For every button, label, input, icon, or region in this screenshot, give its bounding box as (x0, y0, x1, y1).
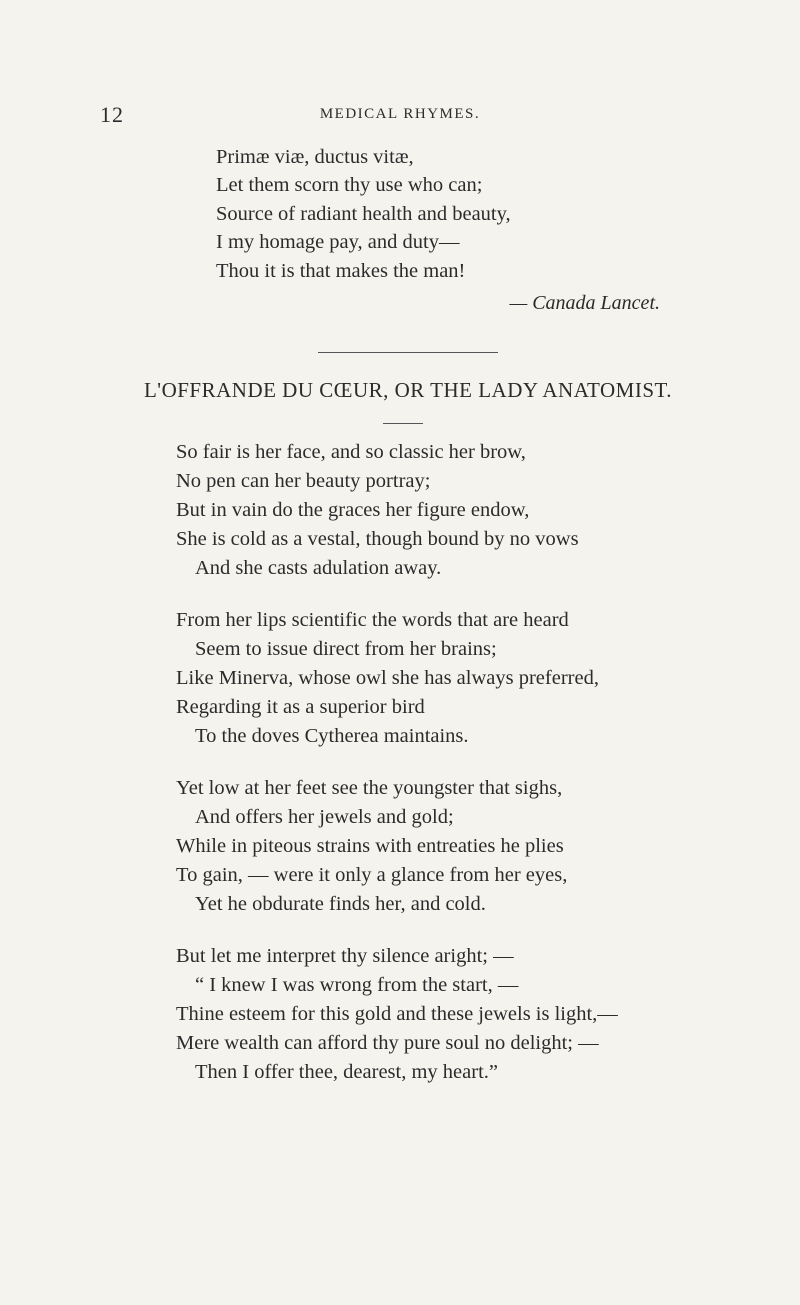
poem-2-title: L'OFFRANDE DU CŒUR, OR THE LADY ANATOMIST. (143, 378, 673, 402)
stanza-line: Yet he obdurate finds her, and cold. (195, 893, 486, 915)
stanza-line: “ I knew I was wrong from the start, — (195, 974, 519, 996)
stanza-line: She is cold as a vestal, though bound by no vows (176, 528, 579, 550)
poem-1-line: Primæ viæ, ductus vitæ, (216, 146, 414, 168)
stanza-line: So fair is her face, and so classic her brow, (176, 441, 526, 463)
stanza-line: But in vain do the graces her figure endow, (176, 499, 530, 521)
stanza-line: To the doves Cytherea maintains. (195, 725, 469, 747)
stanza-line: But let me interpret thy silence aright; — (176, 945, 514, 967)
poem-1-attribution: — Canada Lancet. (509, 292, 660, 314)
section-divider (318, 352, 498, 353)
poem-1-line: Thou it is that makes the man! (216, 260, 466, 282)
stanza-line: While in piteous strains with entreaties he plies (176, 835, 564, 857)
stanza-line: No pen can her beauty portray; (176, 470, 431, 492)
stanza-line: Seem to issue direct from her brains; (195, 638, 497, 660)
stanza-line: To gain, — were it only a glance from her eyes, (176, 864, 568, 886)
page-number: 12 (100, 102, 124, 127)
poem-1-line: I my homage pay, and duty— (216, 231, 460, 253)
stanza-line: And she casts adulation away. (195, 557, 442, 579)
stanza-line: From her lips scientific the words that are heard (176, 609, 569, 631)
stanza-line: And offers her jewels and gold; (195, 806, 454, 828)
stanza-line: Like Minerva, whose owl she has always preferred, (176, 667, 599, 689)
stanza-line: Yet low at her feet see the youngster that sighs, (176, 777, 563, 799)
poem-1-line: Source of radiant health and beauty, (216, 203, 511, 225)
running-head: MEDICAL RHYMES. (319, 106, 481, 122)
title-rule (383, 423, 423, 424)
stanza-line: Thine esteem for this gold and these jewels is light,— (176, 1003, 618, 1025)
poem-1-line: Let them scorn thy use who can; (216, 174, 483, 196)
stanza-line: Mere wealth can afford thy pure soul no delight; — (176, 1032, 599, 1054)
stanza-line: Then I offer thee, dearest, my heart.” (195, 1061, 498, 1083)
stanza-line: Regarding it as a superior bird (176, 696, 425, 718)
